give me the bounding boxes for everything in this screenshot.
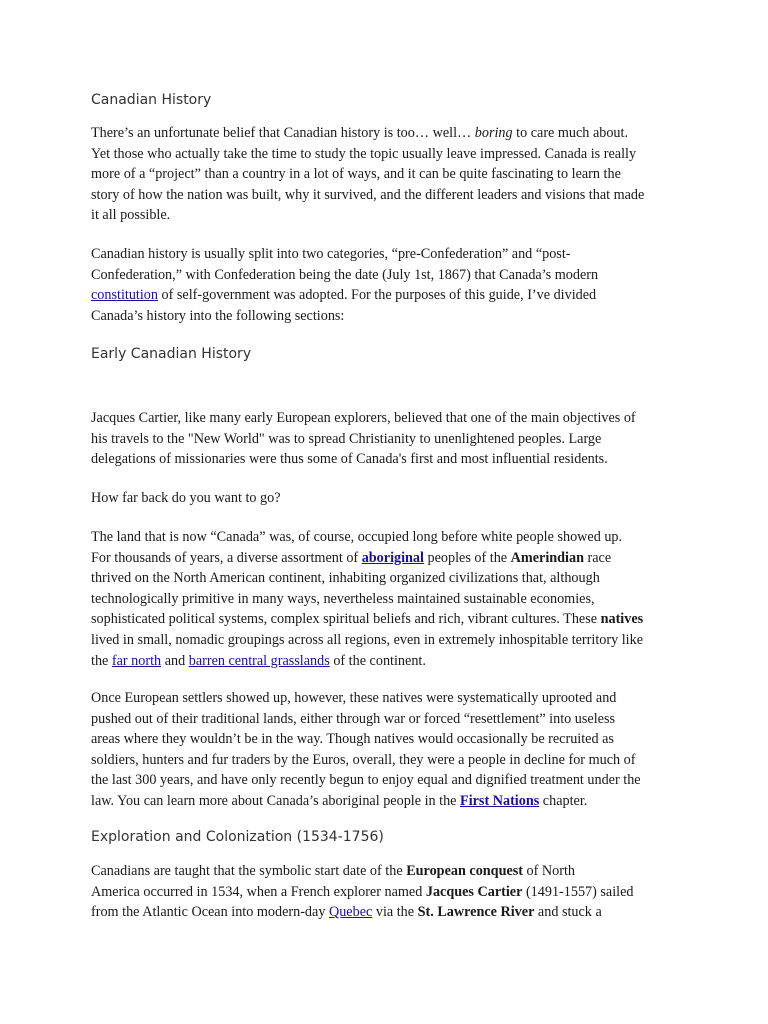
grasslands-link[interactable]: barren central grasslands: [188, 652, 330, 669]
text-line: from the Atlantic Ocean into modern-day Quebec via the St. Lawrence River and stuck a: [91, 904, 602, 921]
text-line: For thousands of years, a diverse assortment of aboriginal peoples of the Amerindian race: [91, 549, 612, 566]
section-heading-exploration: Exploration and Colonization (1534-1756): [91, 829, 384, 845]
text-line: more of a “project” than a country in a lot of ways, and it can be quite fascinating to learn the: [91, 166, 621, 183]
natives-paragraph: [91, 527, 691, 671]
text-line: There’s an unfortunate belief that Canadian history is too… well… boring to care much about.: [91, 125, 629, 141]
text-line: Jacques Cartier, like many early European explorers, believed that one of the main objectives of: [91, 410, 636, 426]
text-line: The land that is now “Canada” was, of course, occupied long before white people showed up.: [91, 529, 623, 545]
far-north-link[interactable]: far north: [111, 652, 162, 669]
bold-text: St. Lawrence River: [417, 904, 535, 921]
text-line: Confederation,” with Confederation being the date (July 1st, 1867) that Canada’s modern: [91, 266, 599, 283]
page-title: Canadian History: [91, 92, 212, 108]
text-line: thrived on the North American continent, inhabiting organized civilizations that, although: [91, 570, 600, 587]
text-line: the last 300 years, and have only recently begun to enjoy equal and dignified treatment under the: [91, 772, 641, 789]
text-line: Canadian history is usually split into two categories, “pre-Confederation” and “post-: [91, 246, 571, 262]
question-paragraph: [91, 488, 691, 509]
first-nations-link[interactable]: First Nations: [460, 792, 540, 809]
text-line: constitution of self-government was adopted. For the purposes of this guide, I’ve divided: [91, 287, 597, 304]
text-line: lived in small, nomadic groupings across all regions, even in extremely inhospitable territory like: [91, 631, 643, 648]
text-line: law. You can learn more about Canada’s aboriginal people in the First Nations chapter.: [91, 792, 588, 809]
quebec-link[interactable]: Quebec: [328, 904, 373, 921]
text-line: story of how the nation was built, why it survived, and the different leaders and visions that made: [91, 186, 645, 203]
text-line: delegations of missionaries were thus some of Canada's first and most influential residents.: [91, 451, 608, 468]
text-line: his travels to the "New World" was to spread Christianity to unenlightened peoples. Large: [91, 430, 602, 447]
confederation-paragraph: [91, 244, 691, 326]
settlers-paragraph: [91, 688, 691, 812]
bold-text: Amerindian: [510, 549, 584, 566]
bold-text: Jacques Cartier: [425, 883, 523, 900]
aboriginal-link[interactable]: aboriginal: [361, 549, 424, 566]
text-line: soldiers, hunters and fur traders by the Euros, overall, they were a people in decline for much of: [91, 751, 636, 768]
text-line: pushed out of their traditional lands, either through war or forced “resettlement” into useless: [91, 710, 615, 727]
text-line: America occurred in 1534, when a French explorer named Jacques Cartier (1491-1557) sailed: [91, 883, 634, 900]
text-line: Once European settlers showed up, however, these natives were systematically uprooted and: [91, 690, 617, 706]
text-line: How far back do you want to go?: [91, 490, 281, 506]
text-line: it all possible.: [91, 207, 171, 224]
exploration-paragraph: [91, 861, 691, 923]
intro-paragraph: [91, 123, 691, 226]
text-line: Yet those who actually take the time to study the topic usually leave impressed. Canada is really: [91, 145, 637, 162]
emphasis-text: boring: [474, 125, 513, 141]
text-line: Canada’s history into the following sections:: [91, 307, 345, 324]
cartier-paragraph: [91, 408, 691, 470]
text-line: the far north and barren central grasslands of the continent.: [91, 652, 426, 669]
text-line: areas where they wouldn’t be in the way. Though natives would occasionally be recruited as: [91, 731, 614, 748]
constitution-link[interactable]: constitution: [91, 287, 158, 304]
text-line: Canadians are taught that the symbolic start date of the European conquest of North: [91, 863, 576, 879]
bold-text: natives: [600, 611, 644, 628]
section-heading-early-history: Early Canadian History: [91, 346, 252, 362]
text-line: sophisticated political systems, complex spiritual beliefs and rich, vibrant cultures. These natives: [91, 611, 644, 628]
bold-text: European conquest: [406, 863, 523, 879]
text-line: technologically primitive in many ways, nevertheless maintained sustainable economies,: [91, 590, 595, 607]
